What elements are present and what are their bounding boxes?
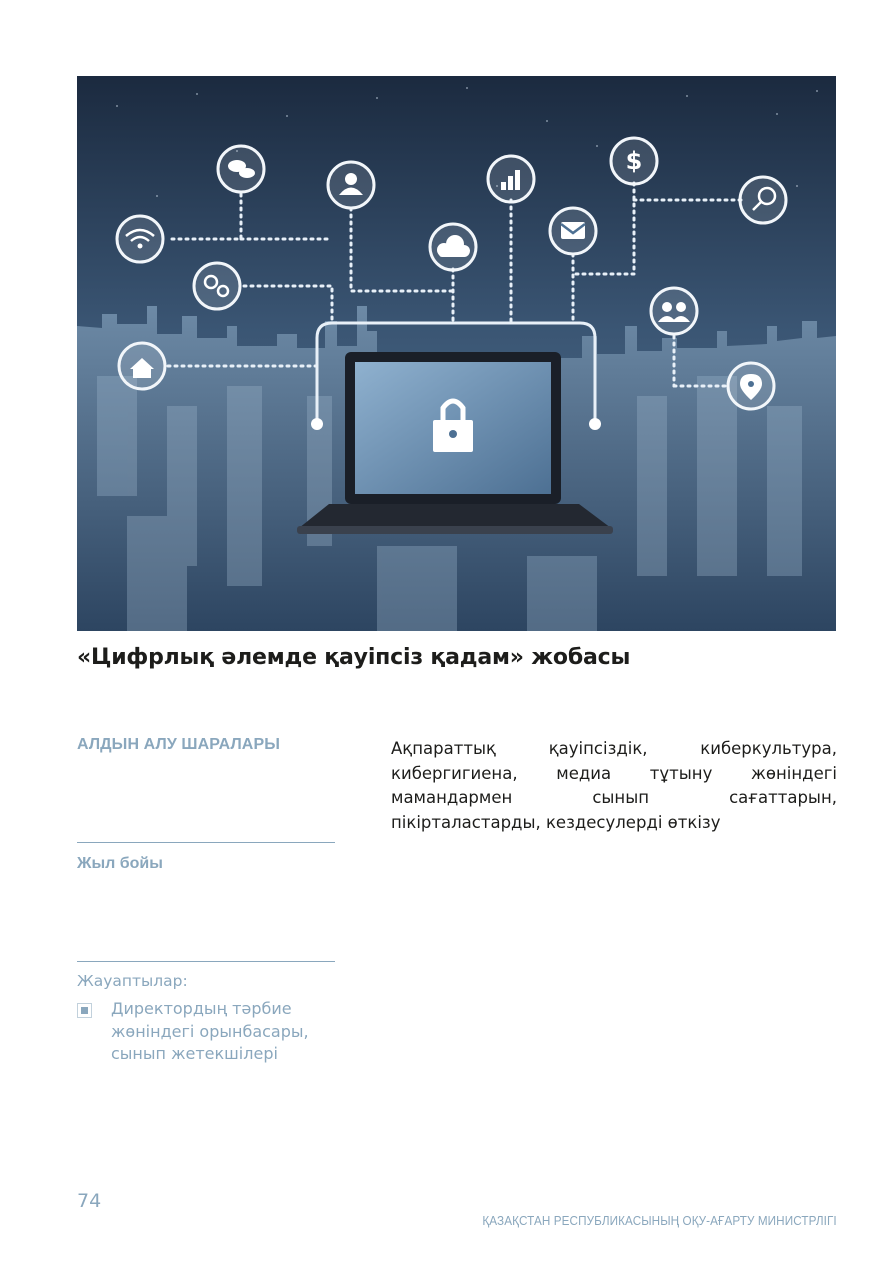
period-label: Жыл бойы [77, 855, 163, 872]
group-icon [651, 288, 697, 334]
divider [77, 842, 335, 843]
svg-text:$: $ [625, 147, 643, 175]
responsible-label: Жауаптылар: [77, 972, 188, 990]
square-bullet-icon [77, 1003, 92, 1018]
preventive-measures-label: АЛДЫН АЛУ ШАРАЛАРЫ [77, 736, 280, 753]
page-number: 74 [77, 1190, 102, 1212]
search-icon [740, 177, 786, 223]
wifi-icon [117, 216, 163, 262]
project-title: «Цифрлық әлемде қауіпсіз қадам» жобасы [77, 645, 631, 670]
responsible-text: Директордың тәрбие жөніндегі орынбасары, сынып жетекшілері [111, 999, 309, 1063]
hero-image [77, 76, 836, 631]
ministry-footer: ҚАЗАҚСТАН РЕСПУБЛИКАСЫНЫҢ ОҚУ-АҒАРТУ МИНИСТРЛІГІ [482, 1213, 837, 1228]
preventive-measures-text: Ақпараттық қауіпсіздік, киберкультура, кибергигиена, медиа тұтыну жөніндегі мамандармен сынып сағаттарын, пікірталастарды, кездесулерді өткізу [391, 739, 837, 832]
divider [77, 961, 335, 962]
